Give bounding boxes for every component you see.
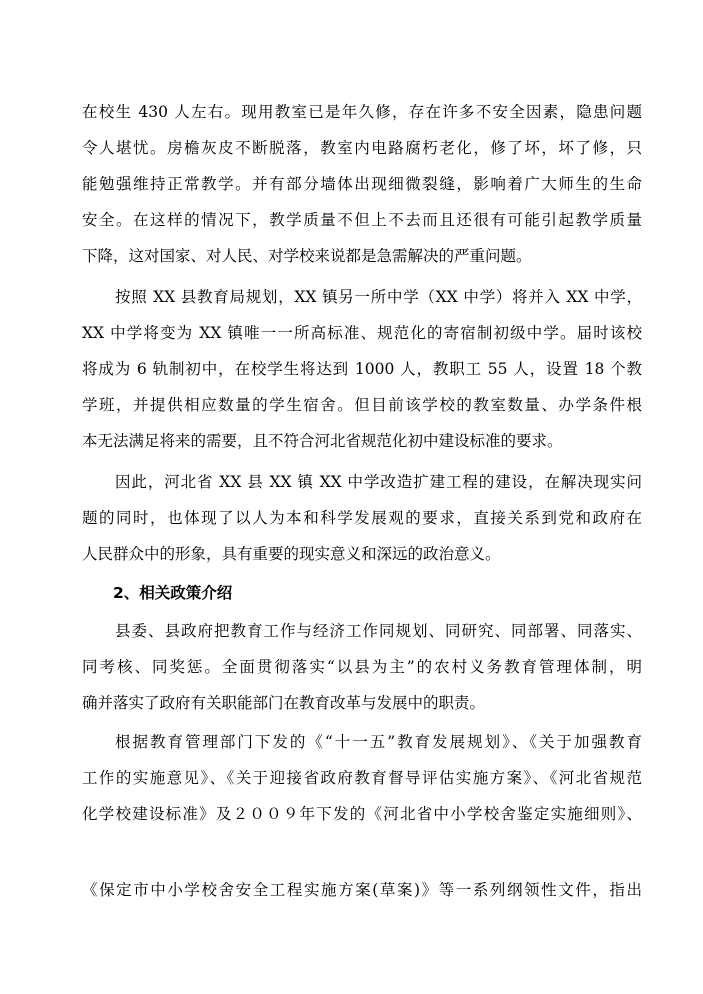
paragraph-3-line-3: 人民群众中的形象，具有重要的现实意义和深远的政治意义。 bbox=[82, 545, 501, 563]
paragraph-1-line-3: 能勉强维持正常教学。并有部分墙体出现细微裂缝，影响着广大师生的生命 bbox=[82, 175, 642, 193]
paragraph-4-line-2: 同考核、同奖惩。全面贯彻落实“以县为主”的农村义务教育管理体制，明 bbox=[82, 658, 642, 676]
paragraph-3-line-1: 因此，河北省 XX 县 XX 镇 XX 中学改造扩建工程的建设，在解决现实问 bbox=[115, 473, 642, 491]
paragraph-3-line-2: 题的同时，也体现了以人为本和科学发展观的要求，直接关系到党和政府在 bbox=[82, 509, 642, 527]
paragraph-5-line-4: 《保定市中小学校舍安全工程实施方案(草案)》等一系列纲领性文件，指出 bbox=[82, 881, 642, 899]
paragraph-1-line-5: 下降，这对国家、对人民、对学校来说都是急需解决的严重问题。 bbox=[82, 247, 532, 265]
paragraph-4-line-3: 确并落实了政府有关职能部门在教育改革与发展中的职责。 bbox=[82, 694, 486, 712]
paragraph-2-line-2: XX 中学将变为 XX 镇唯一一所高标准、规范化的寄宿制初级中学。届时该校 bbox=[82, 324, 642, 342]
paragraph-2-line-3: 将成为 6 轨制初中，在校学生将达到 1000 人，教职工 55 人，设置 18 个教 bbox=[82, 360, 642, 378]
paragraph-4-line-1: 县委、县政府把教育工作与经济工作同规划、同研究、同部署、同落实、 bbox=[115, 622, 642, 640]
section-heading: 2、相关政策介绍 bbox=[113, 584, 233, 602]
paragraph-2-line-5: 本无法满足将来的需要，且不符合河北省规范化初中建设标准的要求。 bbox=[82, 432, 563, 450]
paragraph-1-line-1: 在校生 430 人左右。现用教室已是年久修，存在许多不安全因素，隐患问题 bbox=[82, 103, 642, 121]
paragraph-1-line-2: 令人堪忧。房檐灰皮不断脱落，教室内电路腐朽老化，修了坏，坏了修，只 bbox=[82, 139, 642, 157]
paragraph-2-line-1: 按照 XX 县教育局规划，XX 镇另一所中学（XX 中学）将并入 XX 中学， bbox=[115, 288, 642, 306]
paragraph-5-line-3: 化学校建设标准》及２００９年下发的《河北省中小学校舍鉴定实施细则》、 bbox=[82, 805, 642, 823]
paragraph-1-line-4: 安全。在这样的情况下，教学质量不但上不去而且还很有可能引起教学质量 bbox=[82, 211, 642, 229]
paragraph-5-line-2: 工作的实施意见》、《关于迎接省政府教育督导评估实施方案》、《河北省规范 bbox=[82, 769, 642, 787]
paragraph-2-line-4: 学班，并提供相应数量的学生宿舍。但目前该学校的教室数量、办学条件根 bbox=[82, 396, 642, 414]
paragraph-5-line-1: 根据教育管理部门下发的《“十一五”教育发展规划》、《关于加强教育 bbox=[115, 733, 642, 751]
